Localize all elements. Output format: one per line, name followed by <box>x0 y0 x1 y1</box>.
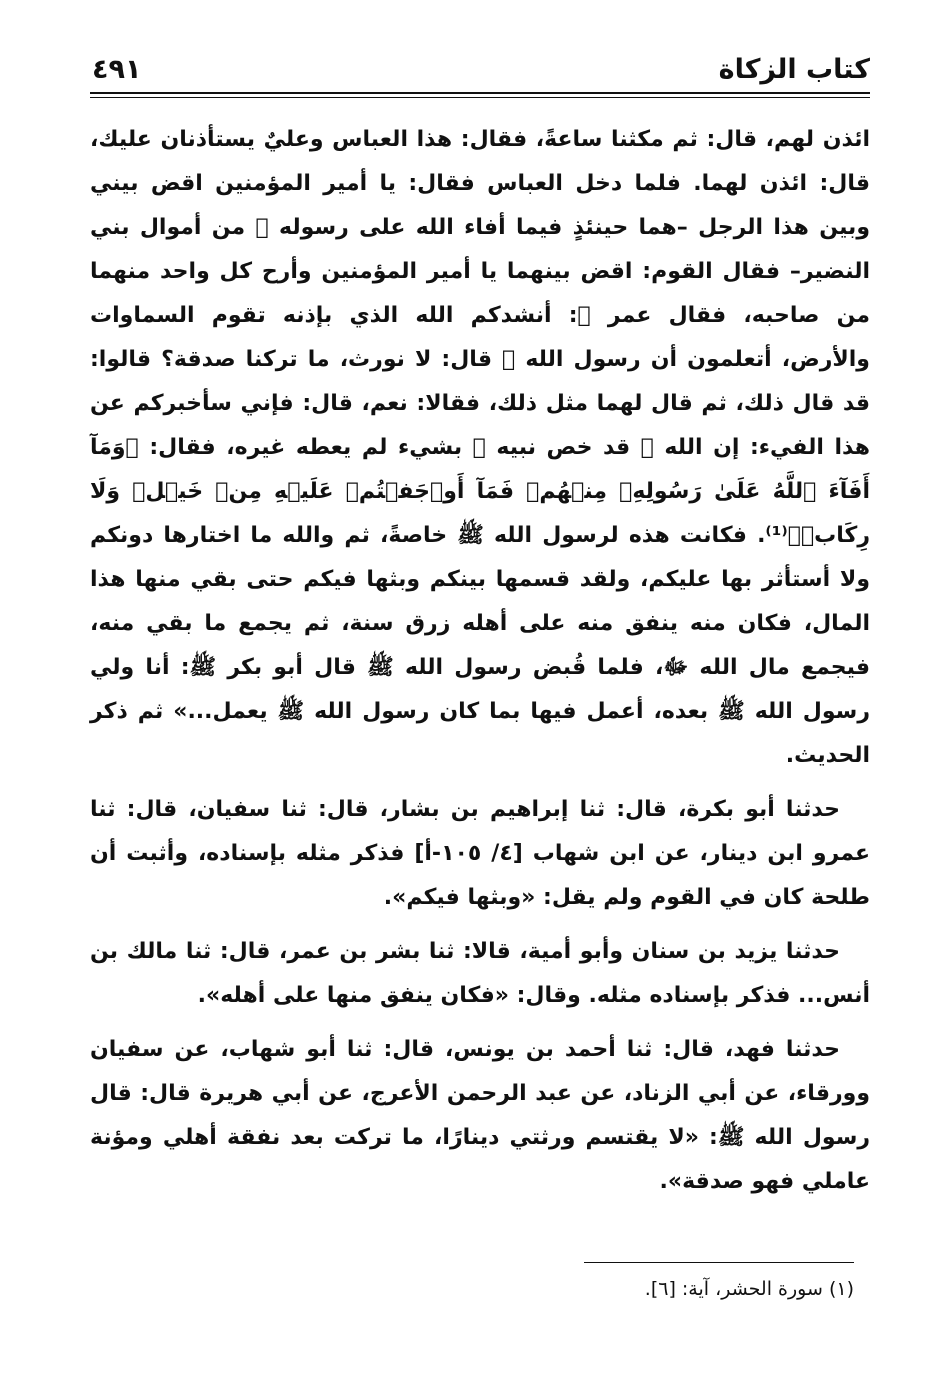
paragraph-2 <box>90 788 870 920</box>
footnote-1: (١) سورة الحشر، آية: [٦]. <box>644 1278 854 1300</box>
running-head <box>90 48 870 92</box>
page-number: ٤٩١ <box>92 54 142 85</box>
header-rule <box>90 92 870 98</box>
footnote-rule <box>584 1262 854 1263</box>
paragraph-4-text: حدثنا فهد، قال: ثنا أحمد بن يونس، قال: ثنا أبو شهاب، عن سفيان وورقاء، عن أبي الزناد، عن عبد الرحمن الأعرج، عن أبي هريرة قال: قال رسول الله ﷺ: «لا يقتسم ورثتي دينارًا، ما تركت بعد نفقة أهلي ومؤنة عاملي فهو صدقة». <box>90 1037 870 1194</box>
paragraph-1: ائذن لهم، قال: ثم مكثنا ساعةً، فقال: هذا العباس وعليٌ يستأذنان عليك، قال: ائذن لهما. فلما دخل العباس فقال: يا أمير المؤمنين اقض بيني وبين هذا الرجل –هما حينئذٍ فيما أفاء الله على رسوله ﷺ من أموال بني النضير– فقال القوم: اقض بينهما يا أمير المؤمنين وأرح كل واحد منهما من صاحبه، فقال عمر ﷺ: أنشدكم الله الذي بإذنه تقوم السماوات والأرض، أتعلمون أن رسول الله ﷺ قال: لا نورث، ما تركنا صدقة؟ قالوا: قد قال ذلك، ثم قال لهما مثل ذلك، فقالا: نعم، قال: فإني سأخبركم عن هذا الفيء: إن الله ﷻ قد خص نبيه ﷺ بشيء لم يعطه غيره، فقال: ﴿وَمَآ أَفَآءَ ٱللَّهُ عَلَىٰ رَسُولِهِۦ مِنۡهُمۡ فَمَآ أَوۡجَفۡتُمۡ عَلَيۡهِ مِنۡ خَيۡلٖ وَلَا رِكَابٖ﴾⁽¹⁾. فكانت هذه لرسول الله ﷺ خاصةً، ثم والله ما اختارها دونكم ولا أستأثر بها عليكم، ولقد قسمها بينكم وبثها فيكم حتى بقي منها هذا المال، فكان منه ينفق منه على أهله زرق سنة، ثم يجمع ما بقي منه، فيجمع مال الله ﷻ، فلما قُبض رسول الله ﷺ قال أبو بكر ﷺ: أنا ولي رسول الله ﷺ بعده، أعمل فيها بما كان رسول الله ﷺ يعمل...» ثم ذكر الحديث. <box>90 127 870 768</box>
paragraph-3-text: حدثنا يزيد بن سنان وأبو أمية، قالا: ثنا بشر بن عمر، قال: ثنا مالك بن أنس... فذكر بإسناده مثله. وقال: «فكان ينفق منها على أهله». <box>90 939 870 1008</box>
book-title: كتاب الزكاة <box>718 54 870 85</box>
main-text <box>90 118 870 1204</box>
paragraph-3 <box>90 930 870 1018</box>
page <box>90 48 870 1204</box>
paragraph-2-text: حدثنا أبو بكرة، قال: ثنا إبراهيم بن بشار، قال: ثنا سفيان، قال: ثنا عمرو ابن دينار، عن ابن شهاب [٤/ ١٠٥-أ] فذكر مثله بإسناده، وأثبت أن طلحة كان في القوم ولم يقل: «وبثها فيكم». <box>90 797 870 910</box>
paragraph-4 <box>90 1028 870 1204</box>
